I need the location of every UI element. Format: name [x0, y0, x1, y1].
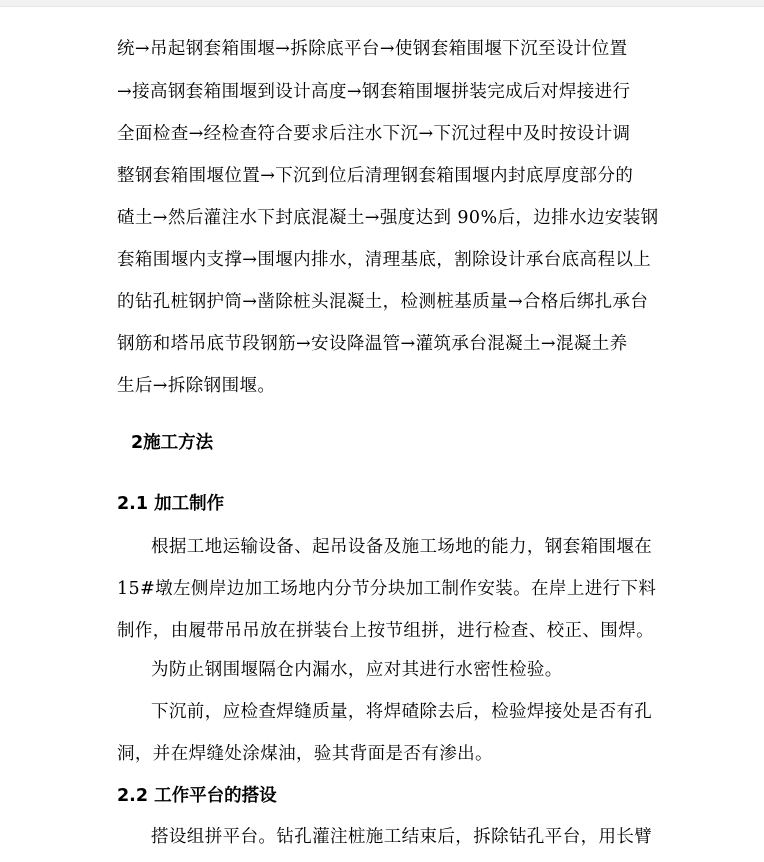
- text-line: 碴土→然后灌注水下封底混凝土→强度达到 90%后，边排水边安装钢: [117, 208, 659, 228]
- text-line: 钢筋和塔吊底节段钢筋→安设降温管→灌筑承台混凝土→混凝土养: [117, 334, 628, 354]
- subsection-heading: 2.1 加工制作: [117, 494, 225, 514]
- text-line: 15#墩左侧岸边加工场地内分节分块加工制作安装。在岸上进行下料: [117, 579, 657, 599]
- text-line: 根据工地运输设备、起吊设备及施工场地的能力，钢套箱围堰在: [151, 537, 653, 557]
- text-line: 下沉前，应检查焊缝质量，将焊碴除去后，检验焊接处是否有孔: [151, 702, 653, 722]
- text-line: 制作，由履带吊吊放在拼装台上按节组拼，进行检查、校正、围焊。: [117, 621, 654, 641]
- subsection-heading: 2.2 工作平台的搭设: [117, 786, 277, 806]
- text-line: 洞，并在焊缝处涂煤油，验其背面是否有渗出。: [117, 744, 493, 764]
- text-line: 搭设组拼平台。钻孔灌注桩施工结束后，拆除钻孔平台，用长臂: [151, 827, 653, 847]
- text-line: 的钻孔桩钢护筒→凿除桩头混凝土，检测桩基质量→合格后绑扎承台: [117, 292, 649, 312]
- text-line: 套箱围堰内支撑→围堰内排水，清理基底，割除设计承台底高程以上: [117, 250, 652, 270]
- text-line: 生后→拆除钢围堰。: [117, 376, 276, 396]
- text-line: 为防止钢围堰隔仓内漏水，应对其进行水密性检验。: [151, 660, 563, 680]
- text-line: 整钢套箱围堰位置→下沉到位后清理钢套箱围堰内封底厚度部分的: [117, 166, 634, 186]
- text-line: 全面检查→经检查符合要求后注水下沉→下沉过程中及时按设计调: [117, 124, 631, 144]
- text-line: →接高钢套箱围堰到设计高度→钢套箱围堰拼装完成后对焊接进行: [117, 82, 631, 102]
- section-heading: 2施工方法: [131, 433, 214, 453]
- text-line: 统→吊起钢套箱围堰→拆除底平台→使钢套箱围堰下沉至设计位置: [117, 39, 628, 59]
